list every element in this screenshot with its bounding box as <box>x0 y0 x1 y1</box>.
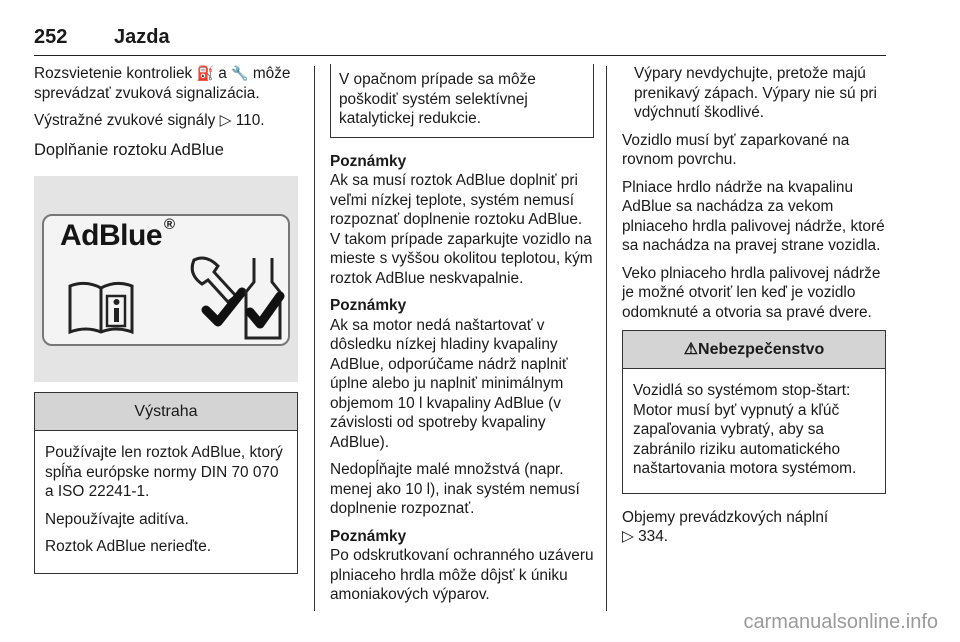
adblue-label-card <box>42 214 290 346</box>
nozzle-checkmark-icon <box>184 252 288 342</box>
danger-body: Vozidlá so systémom stop-štart: Motor musí byť vypnutý a kľúč zapaľovania vybratý, aby sa zabránilo riziku automatického naštartovania motora systémom. <box>633 382 857 477</box>
page-number: 252 <box>34 26 68 48</box>
warning-box <box>34 392 298 574</box>
service-wrench-icon: 🔧 <box>231 65 249 82</box>
note-heading: Poznámky <box>330 152 407 170</box>
note: Poznámky Ak sa motor nedá naštartovať v dôsledku nízkej hladiny kvapaliny AdBlue, odporúčame nádrž naplniť úplne alebo ju naplniť minimálnym objemom 10 l kvapaliny AdBlue (v závislosti od spotreby kvapaliny AdBlue). <box>330 297 568 451</box>
adblue-logo: AdBlue ® <box>60 216 175 253</box>
warning-box-continued: V opačnom prípade sa môže poškodiť systém selektívnej katalytickej redukcie. <box>330 64 594 138</box>
page-ref-icon: ▷ <box>622 528 634 545</box>
note: Poznámky Po odskrutkovaní ochranného uzáveru plniaceho hrdla môže dôjsť k úniku amoniakových výparov. <box>330 527 594 603</box>
note-heading: Poznámky <box>330 297 407 314</box>
warning-body: Používajte len roztok AdBlue, ktorý spĺňa európske normy DIN 70 070 a ISO 22241-1. Nepoužívajte aditíva. Roztok AdBlue nerieďte. <box>45 444 283 556</box>
paragraph: Veko plniaceho hrdla palivovej nádrže je možné otvoriť len keď je vozidlo odomknuté a otvoria sa pravé dvere. <box>622 264 881 321</box>
paragraph: Výpary nevdychujte, pretože majú prenikavý zápach. Výpary nie sú pri vdýchnutí škodlivé. <box>634 65 877 121</box>
watermark: carmanualsonline.info <box>743 611 938 633</box>
page-reference-link[interactable]: ▷ 334. <box>622 528 669 545</box>
adblue-figure <box>34 176 298 382</box>
section-heading: Doplňanie roztoku AdBlue <box>34 140 224 159</box>
warning-title: Výstraha <box>35 393 297 431</box>
column-2 <box>330 64 596 613</box>
section-title: Jazda <box>114 26 170 48</box>
page-header <box>34 26 886 56</box>
column-1 <box>34 64 298 574</box>
paragraph: Vozidlo musí byť zaparkované na rovnom povrchu. <box>622 131 850 168</box>
page-ref-icon: ▷ <box>219 112 232 130</box>
manual-info-icon <box>66 278 136 336</box>
paragraph: Objemy prevádzkových náplní ▷ 334. <box>622 508 829 545</box>
column-divider <box>314 66 315 611</box>
adblue-warning-icon: ⛽ <box>196 65 214 82</box>
paragraph: Výstražné zvukové signály ▷ 110. <box>34 112 265 130</box>
danger-title: ⚠Nebezpečenstvo <box>623 331 885 369</box>
danger-box <box>622 330 886 494</box>
note: Poznámky Ak sa musí roztok AdBlue doplniť pri veľmi nízkej teplote, systém nemusí rozpoznať doplnenie roztoku AdBlue. V takom prípade zaparkujte vozidlo na mieste s vyššou okolitou teplotou, kým roztok AdBlue neskvapalnie. <box>330 152 593 287</box>
warning-triangle-icon: ⚠ <box>683 341 699 358</box>
paragraph: Rozsvietenie kontroliek ⛽ a 🔧 môže sprevádzať zvuková signalizácia. <box>34 65 291 102</box>
paragraph: Plniace hrdlo nádrže na kvapalinu AdBlue sa nachádza za vekom plniaceho hrdla palivovej nádrže, ktoré sa nachádza na pravej strane vozidla. <box>622 178 885 254</box>
column-3 <box>622 64 886 555</box>
paragraph: Nedopĺňajte malé množstvá (napr. menej ako 10 l), inak systém nemusí doplnenie rozpoznať. <box>330 461 580 517</box>
column-divider <box>606 66 607 611</box>
note-heading: Poznámky <box>330 527 407 545</box>
page-reference-link[interactable]: ▷ 110. <box>219 112 265 130</box>
